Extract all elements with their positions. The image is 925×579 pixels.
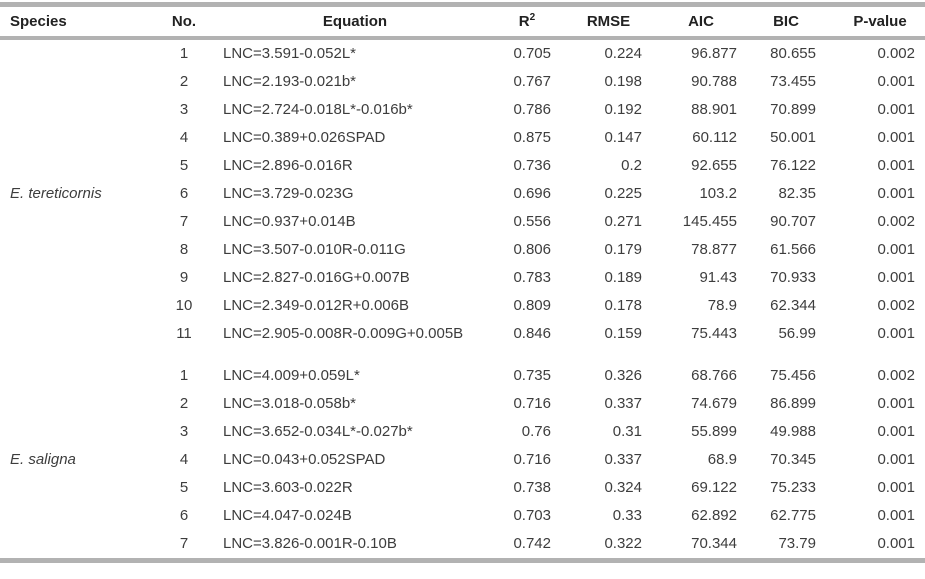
cell-no: 11 — [176, 325, 192, 342]
cell-aic: 90.788 — [691, 73, 737, 90]
cell-no: 1 — [179, 45, 189, 62]
cell-no: 4 — [179, 451, 189, 468]
cell-no: 6 — [179, 185, 189, 202]
table-row — [0, 38, 925, 68]
cell-no: 7 — [179, 213, 189, 230]
table-row — [0, 348, 925, 390]
cell-aic: 145.455 — [682, 213, 737, 230]
cell-equation: LNC=3.603-0.022R — [223, 479, 353, 496]
cell-rmse: 0.2 — [621, 157, 642, 174]
cell-aic: 62.892 — [691, 507, 737, 524]
cell-no: 5 — [179, 479, 189, 496]
cell-p-value: 0.001 — [877, 395, 915, 412]
cell-r-squared: 0.738 — [513, 479, 551, 496]
header-bic: BIC — [773, 12, 799, 30]
cell-equation: LNC=2.896-0.016R — [223, 157, 353, 174]
cell-bic: 62.775 — [770, 507, 816, 524]
cell-r-squared: 0.703 — [513, 507, 551, 524]
cell-equation: LNC=2.724-0.018L*-0.016b* — [223, 101, 413, 118]
cell-equation: LNC=3.591-0.052L* — [223, 45, 357, 62]
cell-equation: LNC=2.827-0.016G+0.007B — [223, 269, 410, 286]
cell-rmse: 0.337 — [604, 451, 642, 468]
cell-equation: LNC=4.047-0.024B — [223, 507, 352, 524]
cell-r-squared: 0.767 — [513, 73, 551, 90]
cell-bic: 82.35 — [778, 185, 816, 202]
cell-no: 10 — [175, 297, 193, 314]
cell-p-value: 0.001 — [877, 479, 915, 496]
r-squared-base: R — [518, 12, 530, 30]
cell-p-value: 0.002 — [877, 213, 915, 230]
cell-rmse: 0.33 — [612, 507, 642, 524]
cell-r-squared: 0.783 — [513, 269, 551, 286]
cell-rmse: 0.192 — [604, 101, 642, 118]
cell-aic: 55.899 — [691, 423, 737, 440]
cell-p-value: 0.002 — [877, 297, 915, 314]
cell-equation: LNC=4.009+0.059L* — [223, 367, 360, 384]
cell-no: 5 — [179, 157, 189, 174]
cell-bic: 73.455 — [770, 73, 816, 90]
cell-rmse: 0.189 — [604, 269, 642, 286]
cell-p-value: 0.001 — [877, 507, 915, 524]
section-e-tereticornis — [0, 38, 925, 348]
cell-no: 6 — [179, 507, 189, 524]
cell-aic: 70.344 — [691, 535, 737, 552]
cell-r-squared: 0.705 — [513, 45, 551, 62]
cell-rmse: 0.322 — [604, 535, 642, 552]
header-no: No. — [171, 12, 197, 30]
cell-no: 2 — [179, 395, 189, 412]
cell-r-squared: 0.696 — [513, 185, 551, 202]
cell-bic: 75.456 — [770, 367, 816, 384]
cell-rmse: 0.326 — [604, 367, 642, 384]
cell-r-squared: 0.716 — [513, 395, 551, 412]
cell-p-value: 0.001 — [877, 157, 915, 174]
cell-aic: 92.655 — [691, 157, 737, 174]
cell-r-squared: 0.809 — [513, 297, 551, 314]
cell-equation: LNC=3.652-0.034L*-0.027b* — [223, 423, 413, 440]
cell-no: 3 — [179, 423, 189, 440]
cell-bic: 73.79 — [778, 535, 816, 552]
header-r-squared — [492, 5, 562, 38]
cell-bic: 90.707 — [770, 213, 816, 230]
cell-equation: LNC=0.389+0.026SPAD — [223, 129, 386, 146]
cell-p-value: 0.001 — [877, 101, 915, 118]
cell-bic: 70.933 — [770, 269, 816, 286]
cell-bic: 86.899 — [770, 395, 816, 412]
cell-aic: 68.9 — [707, 451, 737, 468]
cell-p-value: 0.001 — [877, 451, 915, 468]
cell-aic: 88.901 — [691, 101, 737, 118]
header-species: Species — [10, 12, 67, 30]
cell-r-squared: 0.875 — [513, 129, 551, 146]
cell-rmse: 0.178 — [604, 297, 642, 314]
cell-equation: LNC=2.193-0.021b* — [223, 73, 357, 90]
header-aic: AIC — [688, 12, 714, 30]
cell-equation: LNC=3.729-0.023G — [223, 185, 354, 202]
cell-bic: 76.122 — [770, 157, 816, 174]
cell-r-squared: 0.806 — [513, 241, 551, 258]
cell-aic: 60.112 — [692, 129, 737, 146]
cell-bic: 62.344 — [770, 297, 816, 314]
cell-rmse: 0.179 — [604, 241, 642, 258]
cell-r-squared: 0.846 — [513, 325, 551, 342]
cell-aic: 69.122 — [691, 479, 737, 496]
species-label: E. saligna — [10, 451, 76, 468]
cell-p-value: 0.002 — [877, 45, 915, 62]
cell-r-squared: 0.716 — [513, 451, 551, 468]
header-rmse: RMSE — [586, 12, 631, 30]
cell-p-value: 0.001 — [877, 269, 915, 286]
cell-rmse: 0.324 — [604, 479, 642, 496]
cell-p-value: 0.001 — [877, 535, 915, 552]
cell-aic: 75.443 — [691, 325, 737, 342]
cell-aic: 103.2 — [699, 185, 737, 202]
header-p-value: P-value — [853, 12, 907, 30]
cell-bic: 75.233 — [770, 479, 816, 496]
cell-rmse: 0.198 — [604, 73, 642, 90]
r-squared-sup: 2 — [529, 11, 536, 23]
cell-r-squared: 0.556 — [513, 213, 551, 230]
cell-rmse: 0.271 — [604, 213, 642, 230]
header-row — [0, 5, 925, 38]
cell-rmse: 0.159 — [604, 325, 642, 342]
cell-bic: 61.566 — [770, 241, 816, 258]
results-table — [0, 2, 925, 563]
cell-equation: LNC=2.905-0.008R-0.009G+0.005B — [223, 325, 464, 342]
cell-no: 7 — [179, 535, 189, 552]
cell-no: 8 — [179, 241, 189, 258]
cell-no: 2 — [179, 73, 189, 90]
cell-rmse: 0.225 — [604, 185, 642, 202]
cell-aic: 96.877 — [691, 45, 737, 62]
cell-aic: 74.679 — [691, 395, 737, 412]
cell-equation: LNC=0.043+0.052SPAD — [223, 451, 386, 468]
cell-r-squared: 0.742 — [513, 535, 551, 552]
cell-p-value: 0.001 — [877, 423, 915, 440]
cell-bic: 70.345 — [770, 451, 816, 468]
cell-bic: 49.988 — [770, 423, 816, 440]
cell-rmse: 0.337 — [604, 395, 642, 412]
cell-p-value: 0.001 — [877, 129, 915, 146]
cell-bic: 50.001 — [770, 129, 816, 146]
cell-p-value: 0.001 — [877, 241, 915, 258]
header-equation: Equation — [322, 12, 388, 30]
table-header — [0, 5, 925, 38]
cell-p-value: 0.001 — [877, 73, 915, 90]
cell-equation: LNC=3.018-0.058b* — [223, 395, 357, 412]
cell-r-squared: 0.735 — [513, 367, 551, 384]
cell-aic: 78.9 — [707, 297, 737, 314]
cell-no: 1 — [179, 367, 189, 384]
section-e-saligna — [0, 348, 925, 561]
cell-aic: 78.877 — [691, 241, 737, 258]
cell-r-squared: 0.736 — [513, 157, 551, 174]
cell-bic: 80.655 — [770, 45, 816, 62]
cell-no: 3 — [179, 101, 189, 118]
cell-equation: LNC=2.349-0.012R+0.006B — [223, 297, 409, 314]
species-label: E. tereticornis — [10, 185, 102, 202]
cell-bic: 56.99 — [778, 325, 816, 342]
cell-equation: LNC=0.937+0.014B — [223, 213, 356, 230]
cell-p-value: 0.002 — [877, 367, 915, 384]
cell-r-squared: 0.786 — [513, 101, 551, 118]
cell-equation: LNC=3.507-0.010R-0.011G — [223, 241, 406, 258]
cell-rmse: 0.224 — [604, 45, 642, 62]
cell-p-value: 0.001 — [877, 185, 915, 202]
cell-equation: LNC=3.826-0.001R-0.10B — [223, 535, 397, 552]
cell-p-value: 0.001 — [877, 325, 915, 342]
cell-rmse: 0.147 — [604, 129, 642, 146]
cell-no: 4 — [179, 129, 189, 146]
cell-bic: 70.899 — [770, 101, 816, 118]
cell-r-squared: 0.76 — [521, 423, 551, 440]
cell-aic: 68.766 — [691, 367, 737, 384]
cell-no: 9 — [179, 269, 189, 286]
cell-rmse: 0.31 — [612, 423, 642, 440]
cell-aic: 91.43 — [699, 269, 737, 286]
